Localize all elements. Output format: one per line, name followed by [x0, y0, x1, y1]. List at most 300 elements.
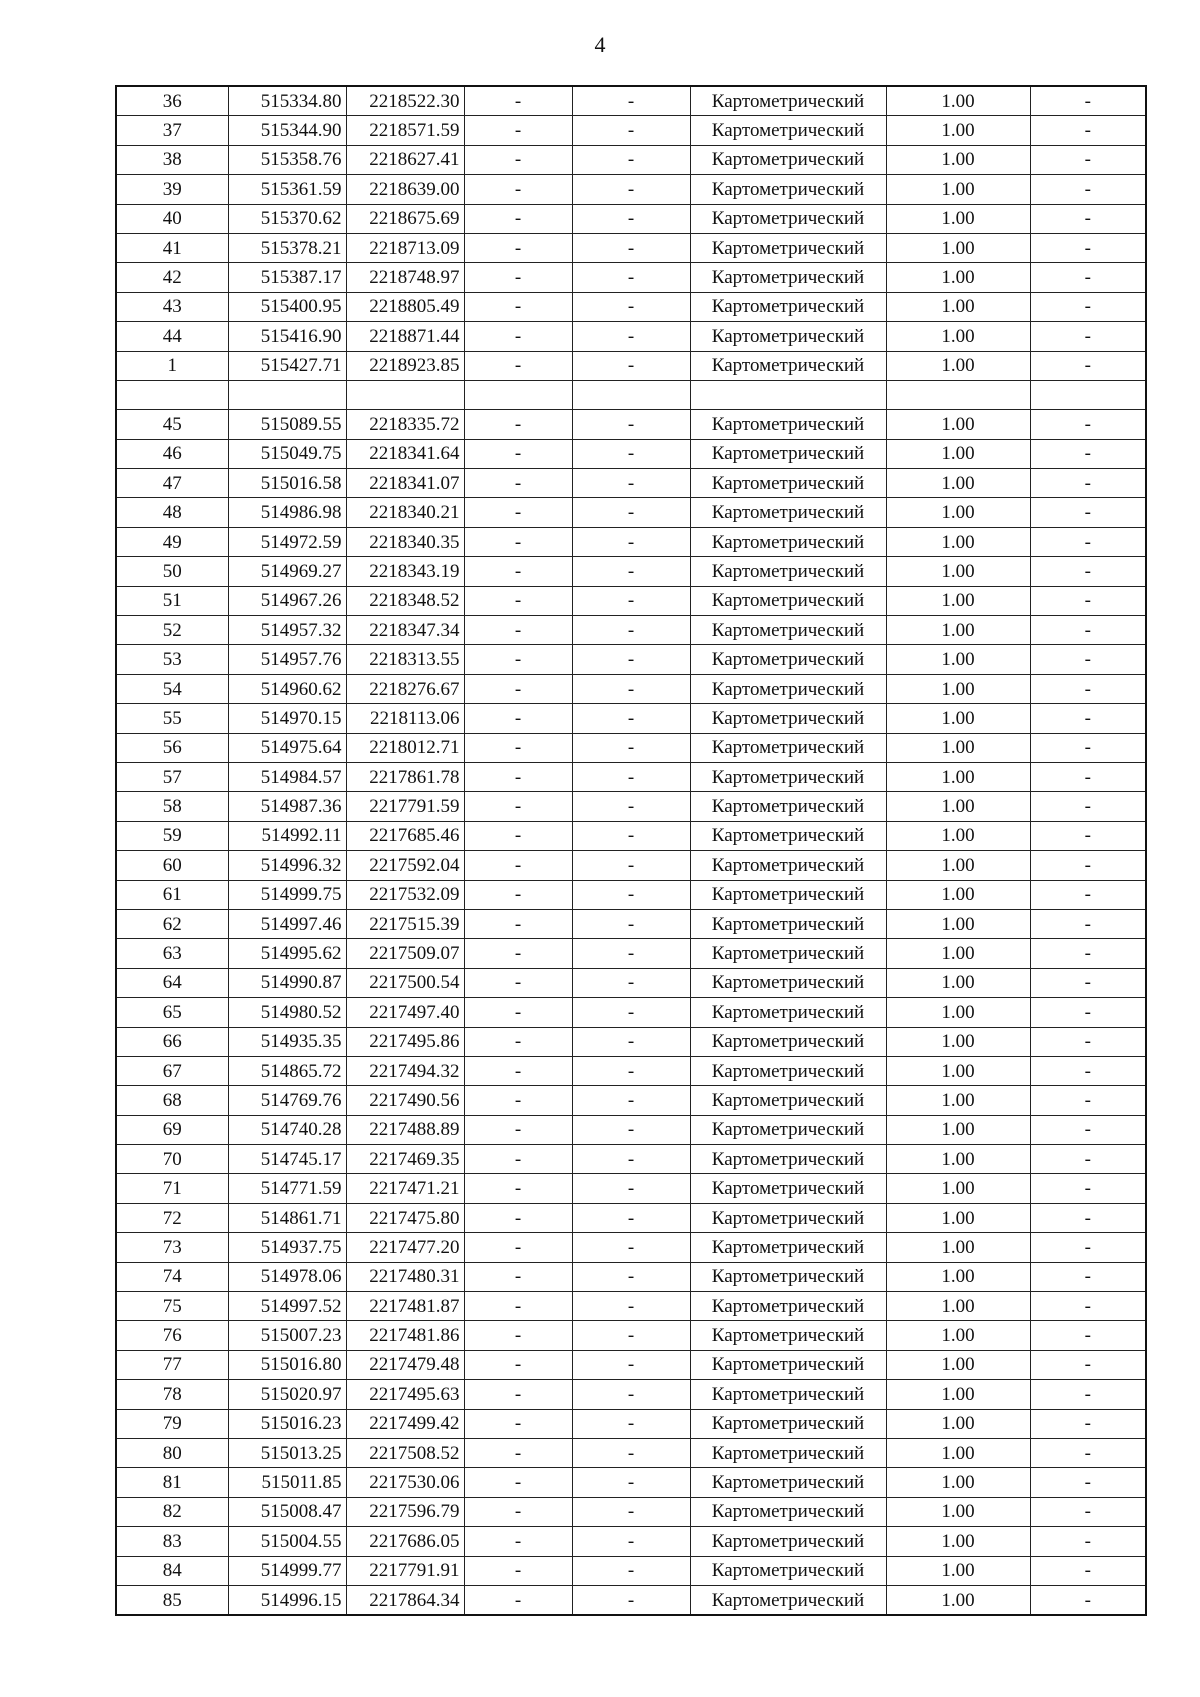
y-coordinate-cell: 2218348.52	[346, 586, 464, 615]
y-coordinate-cell: 2217479.48	[346, 1350, 464, 1379]
column-8-cell: -	[1030, 968, 1146, 997]
y-coordinate-cell: 2217508.52	[346, 1438, 464, 1467]
column-4-cell: -	[464, 909, 572, 938]
method-cell: Картометрический	[690, 233, 886, 262]
column-5-cell: -	[572, 704, 690, 733]
point-number-cell: 66	[116, 1027, 228, 1056]
x-coordinate-cell: 514745.17	[228, 1145, 346, 1174]
table-row	[116, 909, 1146, 938]
column-8-cell: -	[1030, 175, 1146, 204]
accuracy-cell: 1.00	[886, 851, 1030, 880]
accuracy-cell: 1.00	[886, 1380, 1030, 1409]
y-coordinate-cell: 2218871.44	[346, 322, 464, 351]
method-cell: Картометрический	[690, 1380, 886, 1409]
column-5-cell: -	[572, 1174, 690, 1203]
column-8-cell	[1030, 380, 1146, 409]
table-row	[116, 439, 1146, 468]
point-number-cell: 61	[116, 880, 228, 909]
column-4-cell: -	[464, 557, 572, 586]
y-coordinate-cell: 2217500.54	[346, 968, 464, 997]
column-8-cell: -	[1030, 498, 1146, 527]
table-row	[116, 380, 1146, 409]
column-5-cell	[572, 380, 690, 409]
point-number-cell: 59	[116, 821, 228, 850]
column-4-cell: -	[464, 527, 572, 556]
x-coordinate-cell: 515427.71	[228, 351, 346, 380]
method-cell: Картометрический	[690, 410, 886, 439]
method-cell: Картометрический	[690, 1027, 886, 1056]
column-5-cell: -	[572, 292, 690, 321]
accuracy-cell: 1.00	[886, 469, 1030, 498]
table-row	[116, 645, 1146, 674]
column-8-cell: -	[1030, 145, 1146, 174]
table-row	[116, 175, 1146, 204]
column-5-cell: -	[572, 1056, 690, 1085]
point-number-cell: 83	[116, 1527, 228, 1556]
point-number-cell: 62	[116, 909, 228, 938]
y-coordinate-cell: 2217861.78	[346, 762, 464, 791]
column-8-cell: -	[1030, 1527, 1146, 1556]
column-8-cell: -	[1030, 733, 1146, 762]
accuracy-cell: 1.00	[886, 1145, 1030, 1174]
column-8-cell: -	[1030, 527, 1146, 556]
column-8-cell: -	[1030, 616, 1146, 645]
coordinates-table	[115, 85, 1147, 1616]
point-number-cell: 45	[116, 410, 228, 439]
column-8-cell: -	[1030, 762, 1146, 791]
column-4-cell: -	[464, 1585, 572, 1615]
column-5-cell: -	[572, 145, 690, 174]
x-coordinate-cell: 515020.97	[228, 1380, 346, 1409]
column-4-cell: -	[464, 175, 572, 204]
column-4-cell: -	[464, 86, 572, 116]
y-coordinate-cell: 2218335.72	[346, 410, 464, 439]
method-cell: Картометрический	[690, 86, 886, 116]
column-4-cell: -	[464, 233, 572, 262]
column-4-cell: -	[464, 351, 572, 380]
y-coordinate-cell: 2218713.09	[346, 233, 464, 262]
accuracy-cell: 1.00	[886, 645, 1030, 674]
column-5-cell: -	[572, 204, 690, 233]
y-coordinate-cell: 2217596.79	[346, 1497, 464, 1526]
point-number-cell: 69	[116, 1115, 228, 1144]
column-5-cell: -	[572, 527, 690, 556]
point-number-cell: 52	[116, 616, 228, 645]
method-cell: Картометрический	[690, 939, 886, 968]
table-row	[116, 792, 1146, 821]
table-row	[116, 145, 1146, 174]
y-coordinate-cell: 2218340.35	[346, 527, 464, 556]
x-coordinate-cell: 515358.76	[228, 145, 346, 174]
y-coordinate-cell: 2217477.20	[346, 1233, 464, 1262]
point-number-cell: 73	[116, 1233, 228, 1262]
column-4-cell: -	[464, 762, 572, 791]
column-5-cell: -	[572, 821, 690, 850]
column-4-cell: -	[464, 1262, 572, 1291]
table-row	[116, 292, 1146, 321]
table-row	[116, 527, 1146, 556]
x-coordinate-cell: 514865.72	[228, 1056, 346, 1085]
column-5-cell: -	[572, 616, 690, 645]
x-coordinate-cell: 514935.35	[228, 1027, 346, 1056]
x-coordinate-cell: 514996.32	[228, 851, 346, 880]
column-8-cell: -	[1030, 1409, 1146, 1438]
x-coordinate-cell: 515378.21	[228, 233, 346, 262]
column-8-cell: -	[1030, 1350, 1146, 1379]
method-cell: Картометрический	[690, 851, 886, 880]
y-coordinate-cell: 2217475.80	[346, 1203, 464, 1232]
column-5-cell: -	[572, 263, 690, 292]
table-row	[116, 410, 1146, 439]
y-coordinate-cell: 2218639.00	[346, 175, 464, 204]
point-number-cell: 36	[116, 86, 228, 116]
y-coordinate-cell: 2218923.85	[346, 351, 464, 380]
column-8-cell: -	[1030, 204, 1146, 233]
column-5-cell: -	[572, 909, 690, 938]
method-cell	[690, 380, 886, 409]
method-cell: Картометрический	[690, 527, 886, 556]
column-8-cell: -	[1030, 322, 1146, 351]
method-cell: Картометрический	[690, 733, 886, 762]
x-coordinate-cell: 514960.62	[228, 674, 346, 703]
accuracy-cell: 1.00	[886, 1115, 1030, 1144]
method-cell: Картометрический	[690, 1174, 886, 1203]
table-row	[116, 1292, 1146, 1321]
column-4-cell: -	[464, 322, 572, 351]
accuracy-cell: 1.00	[886, 1321, 1030, 1350]
y-coordinate-cell: 2217686.05	[346, 1527, 464, 1556]
accuracy-cell: 1.00	[886, 909, 1030, 938]
x-coordinate-cell: 515400.95	[228, 292, 346, 321]
accuracy-cell: 1.00	[886, 939, 1030, 968]
x-coordinate-cell: 514978.06	[228, 1262, 346, 1291]
point-number-cell: 71	[116, 1174, 228, 1203]
point-number-cell: 64	[116, 968, 228, 997]
table-row	[116, 1438, 1146, 1467]
x-coordinate-cell: 515049.75	[228, 439, 346, 468]
accuracy-cell: 1.00	[886, 1497, 1030, 1526]
point-number-cell: 1	[116, 351, 228, 380]
accuracy-cell: 1.00	[886, 498, 1030, 527]
x-coordinate-cell: 514969.27	[228, 557, 346, 586]
column-4-cell: -	[464, 792, 572, 821]
y-coordinate-cell: 2217791.59	[346, 792, 464, 821]
x-coordinate-cell: 515007.23	[228, 1321, 346, 1350]
column-5-cell: -	[572, 733, 690, 762]
column-4-cell: -	[464, 616, 572, 645]
table-row	[116, 1262, 1146, 1291]
accuracy-cell: 1.00	[886, 1174, 1030, 1203]
accuracy-cell: 1.00	[886, 1556, 1030, 1585]
column-5-cell: -	[572, 1233, 690, 1262]
column-8-cell: -	[1030, 1321, 1146, 1350]
column-5-cell: -	[572, 1145, 690, 1174]
accuracy-cell: 1.00	[886, 145, 1030, 174]
point-number-cell: 70	[116, 1145, 228, 1174]
y-coordinate-cell: 2217791.91	[346, 1556, 464, 1585]
point-number-cell: 40	[116, 204, 228, 233]
accuracy-cell: 1.00	[886, 1056, 1030, 1085]
column-4-cell: -	[464, 204, 572, 233]
x-coordinate-cell: 514999.77	[228, 1556, 346, 1585]
column-8-cell: -	[1030, 645, 1146, 674]
accuracy-cell: 1.00	[886, 616, 1030, 645]
column-8-cell: -	[1030, 1115, 1146, 1144]
column-4-cell: -	[464, 998, 572, 1027]
column-4-cell: -	[464, 263, 572, 292]
point-number-cell: 48	[116, 498, 228, 527]
table-row	[116, 233, 1146, 262]
point-number-cell: 57	[116, 762, 228, 791]
method-cell: Картометрический	[690, 204, 886, 233]
point-number-cell: 84	[116, 1556, 228, 1585]
column-5-cell: -	[572, 1438, 690, 1467]
y-coordinate-cell: 2217499.42	[346, 1409, 464, 1438]
column-4-cell: -	[464, 1409, 572, 1438]
table-row	[116, 1350, 1146, 1379]
table-row	[116, 1174, 1146, 1203]
y-coordinate-cell: 2218343.19	[346, 557, 464, 586]
x-coordinate-cell: 515416.90	[228, 322, 346, 351]
accuracy-cell: 1.00	[886, 439, 1030, 468]
method-cell: Картометрический	[690, 792, 886, 821]
table-row	[116, 733, 1146, 762]
method-cell: Картометрический	[690, 116, 886, 145]
column-5-cell: -	[572, 998, 690, 1027]
method-cell: Картометрический	[690, 263, 886, 292]
x-coordinate-cell: 514967.26	[228, 586, 346, 615]
x-coordinate-cell: 515089.55	[228, 410, 346, 439]
column-8-cell: -	[1030, 821, 1146, 850]
point-number-cell: 67	[116, 1056, 228, 1085]
y-coordinate-cell: 2217471.21	[346, 1174, 464, 1203]
point-number-cell: 63	[116, 939, 228, 968]
column-5-cell: -	[572, 1527, 690, 1556]
x-coordinate-cell: 515004.55	[228, 1527, 346, 1556]
accuracy-cell: 1.00	[886, 586, 1030, 615]
accuracy-cell: 1.00	[886, 292, 1030, 321]
x-coordinate-cell: 515008.47	[228, 1497, 346, 1526]
point-number-cell: 79	[116, 1409, 228, 1438]
x-coordinate-cell: 515016.23	[228, 1409, 346, 1438]
column-4-cell: -	[464, 1174, 572, 1203]
y-coordinate-cell: 2217532.09	[346, 880, 464, 909]
y-coordinate-cell: 2218805.49	[346, 292, 464, 321]
point-number-cell: 46	[116, 439, 228, 468]
column-8-cell: -	[1030, 1174, 1146, 1203]
x-coordinate-cell: 514970.15	[228, 704, 346, 733]
method-cell: Картометрический	[690, 1086, 886, 1115]
table-row	[116, 1527, 1146, 1556]
column-8-cell: -	[1030, 116, 1146, 145]
y-coordinate-cell: 2218522.30	[346, 86, 464, 116]
x-coordinate-cell: 515344.90	[228, 116, 346, 145]
x-coordinate-cell: 514769.76	[228, 1086, 346, 1115]
method-cell: Картометрический	[690, 1203, 886, 1232]
column-4-cell: -	[464, 292, 572, 321]
accuracy-cell: 1.00	[886, 674, 1030, 703]
method-cell: Картометрический	[690, 1527, 886, 1556]
point-number-cell: 42	[116, 263, 228, 292]
accuracy-cell: 1.00	[886, 733, 1030, 762]
x-coordinate-cell: 514972.59	[228, 527, 346, 556]
point-number-cell: 53	[116, 645, 228, 674]
method-cell: Картометрический	[690, 1145, 886, 1174]
accuracy-cell: 1.00	[886, 1585, 1030, 1615]
column-8-cell: -	[1030, 1086, 1146, 1115]
x-coordinate-cell: 515016.58	[228, 469, 346, 498]
y-coordinate-cell: 2218341.07	[346, 469, 464, 498]
x-coordinate-cell: 514957.32	[228, 616, 346, 645]
y-coordinate-cell: 2218341.64	[346, 439, 464, 468]
point-number-cell: 58	[116, 792, 228, 821]
column-8-cell: -	[1030, 880, 1146, 909]
accuracy-cell: 1.00	[886, 322, 1030, 351]
accuracy-cell: 1.00	[886, 704, 1030, 733]
x-coordinate-cell: 514975.64	[228, 733, 346, 762]
y-coordinate-cell: 2218012.71	[346, 733, 464, 762]
method-cell: Картометрический	[690, 821, 886, 850]
point-number-cell: 39	[116, 175, 228, 204]
table-row	[116, 821, 1146, 850]
method-cell: Картометрический	[690, 586, 886, 615]
accuracy-cell: 1.00	[886, 351, 1030, 380]
method-cell: Картометрический	[690, 145, 886, 174]
y-coordinate-cell: 2218313.55	[346, 645, 464, 674]
column-5-cell: -	[572, 645, 690, 674]
method-cell: Картометрический	[690, 1292, 886, 1321]
column-5-cell: -	[572, 410, 690, 439]
column-4-cell: -	[464, 1027, 572, 1056]
y-coordinate-cell: 2217469.35	[346, 1145, 464, 1174]
column-4-cell: -	[464, 880, 572, 909]
column-8-cell: -	[1030, 263, 1146, 292]
column-8-cell: -	[1030, 439, 1146, 468]
accuracy-cell: 1.00	[886, 1262, 1030, 1291]
table-row	[116, 1556, 1146, 1585]
x-coordinate-cell: 515334.80	[228, 86, 346, 116]
column-4-cell: -	[464, 733, 572, 762]
method-cell: Картометрический	[690, 880, 886, 909]
point-number-cell: 43	[116, 292, 228, 321]
method-cell: Картометрический	[690, 1438, 886, 1467]
column-8-cell: -	[1030, 292, 1146, 321]
accuracy-cell: 1.00	[886, 1468, 1030, 1497]
column-5-cell: -	[572, 1409, 690, 1438]
accuracy-cell: 1.00	[886, 527, 1030, 556]
table-row	[116, 116, 1146, 145]
column-4-cell: -	[464, 851, 572, 880]
accuracy-cell: 1.00	[886, 86, 1030, 116]
accuracy-cell: 1.00	[886, 1203, 1030, 1232]
y-coordinate-cell: 2218347.34	[346, 616, 464, 645]
table-row	[116, 616, 1146, 645]
method-cell: Картометрический	[690, 616, 886, 645]
y-coordinate-cell: 2217495.63	[346, 1380, 464, 1409]
x-coordinate-cell: 514997.52	[228, 1292, 346, 1321]
accuracy-cell: 1.00	[886, 1527, 1030, 1556]
column-5-cell: -	[572, 175, 690, 204]
point-number-cell: 37	[116, 116, 228, 145]
point-number-cell: 47	[116, 469, 228, 498]
y-coordinate-cell: 2217509.07	[346, 939, 464, 968]
column-8-cell: -	[1030, 351, 1146, 380]
y-coordinate-cell: 2218571.59	[346, 116, 464, 145]
accuracy-cell: 1.00	[886, 116, 1030, 145]
table-row	[116, 322, 1146, 351]
x-coordinate-cell: 514997.46	[228, 909, 346, 938]
column-8-cell: -	[1030, 1203, 1146, 1232]
column-8-cell: -	[1030, 1027, 1146, 1056]
accuracy-cell: 1.00	[886, 410, 1030, 439]
method-cell: Картометрический	[690, 292, 886, 321]
x-coordinate-cell: 514986.98	[228, 498, 346, 527]
x-coordinate-cell: 515013.25	[228, 1438, 346, 1467]
x-coordinate-cell: 514740.28	[228, 1115, 346, 1144]
column-8-cell: -	[1030, 1233, 1146, 1262]
column-8-cell: -	[1030, 704, 1146, 733]
column-4-cell: -	[464, 968, 572, 997]
x-coordinate-cell: 514861.71	[228, 1203, 346, 1232]
x-coordinate-cell: 514957.76	[228, 645, 346, 674]
point-number-cell: 68	[116, 1086, 228, 1115]
accuracy-cell: 1.00	[886, 762, 1030, 791]
column-5-cell: -	[572, 762, 690, 791]
y-coordinate-cell: 2217480.31	[346, 1262, 464, 1291]
point-number-cell: 82	[116, 1497, 228, 1526]
point-number-cell: 80	[116, 1438, 228, 1467]
column-5-cell: -	[572, 86, 690, 116]
table-row	[116, 1233, 1146, 1262]
column-5-cell: -	[572, 1350, 690, 1379]
table-row	[116, 263, 1146, 292]
y-coordinate-cell: 2217530.06	[346, 1468, 464, 1497]
point-number-cell: 50	[116, 557, 228, 586]
column-8-cell: -	[1030, 1438, 1146, 1467]
column-5-cell: -	[572, 322, 690, 351]
column-4-cell: -	[464, 498, 572, 527]
column-8-cell: -	[1030, 233, 1146, 262]
point-number-cell: 76	[116, 1321, 228, 1350]
method-cell: Картометрический	[690, 1115, 886, 1144]
column-5-cell: -	[572, 116, 690, 145]
table-row	[116, 586, 1146, 615]
column-4-cell: -	[464, 1527, 572, 1556]
accuracy-cell: 1.00	[886, 1438, 1030, 1467]
column-8-cell: -	[1030, 586, 1146, 615]
column-4-cell: -	[464, 1497, 572, 1526]
column-5-cell: -	[572, 1027, 690, 1056]
method-cell: Картометрический	[690, 674, 886, 703]
column-4-cell: -	[464, 1380, 572, 1409]
column-5-cell: -	[572, 1086, 690, 1115]
column-4-cell: -	[464, 645, 572, 674]
table-row	[116, 1145, 1146, 1174]
column-8-cell: -	[1030, 469, 1146, 498]
table-row	[116, 1115, 1146, 1144]
method-cell: Картометрический	[690, 1585, 886, 1615]
column-8-cell: -	[1030, 1468, 1146, 1497]
column-4-cell: -	[464, 586, 572, 615]
column-5-cell: -	[572, 1556, 690, 1585]
column-4-cell	[464, 380, 572, 409]
point-number-cell: 38	[116, 145, 228, 174]
table-row	[116, 1027, 1146, 1056]
y-coordinate-cell: 2217495.86	[346, 1027, 464, 1056]
method-cell: Картометрический	[690, 469, 886, 498]
column-8-cell: -	[1030, 1145, 1146, 1174]
column-5-cell: -	[572, 968, 690, 997]
